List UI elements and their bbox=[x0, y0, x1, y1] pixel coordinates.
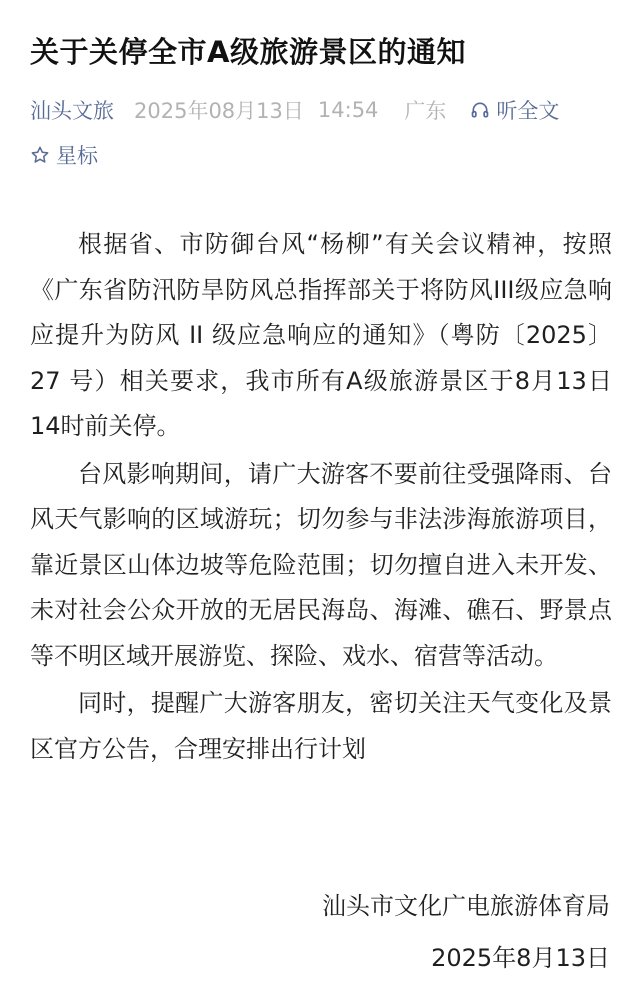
article-title: 关于关停全市A级旅游景区的通知 bbox=[30, 35, 466, 69]
publish-date: 2025年08月13日 bbox=[134, 99, 304, 123]
star-button[interactable] bbox=[30, 138, 98, 172]
article-meta bbox=[30, 92, 620, 128]
signature-date: 2025年8月13日 bbox=[431, 944, 610, 972]
publish-time: 14:54 bbox=[317, 98, 379, 122]
paragraph-2: 台风影响期间，请广大游客不要前往受强降雨、台风天气影响的区域游玩；切勿参与非法涉海旅游项目，靠近景区山体边坡等危险范围；切勿擅自进入未开发、未对社会公众开放的无居民海岛、海滩、礁石、野景点等不明区域开展游览、探险、戏水、宿营等活动。 bbox=[30, 459, 612, 670]
article-body bbox=[30, 222, 612, 774]
signature-org: 汕头市文化广电旅游体育局 bbox=[322, 892, 610, 920]
listen-full-text-button[interactable] bbox=[470, 95, 559, 125]
region-label: 广东 bbox=[404, 99, 447, 123]
listen-label: 听全文 bbox=[496, 99, 560, 123]
star-outline-icon bbox=[30, 145, 50, 165]
signature-block bbox=[322, 884, 610, 988]
account-name-link[interactable]: 汕头文旅 bbox=[30, 99, 114, 123]
paragraph-1: 根据省、市防御台风“杨柳”有关会议精神，按照《广东省防汛防旱防风总指挥部关于将防风III级应急响应提升为防风 II 级应急响应的通知》（粤防〔2025〕27 号）相关要求，我市所有A级旅游景区于8月13日14时前关停。 bbox=[30, 230, 612, 440]
star-label: 星标 bbox=[56, 144, 98, 168]
headphones-icon bbox=[470, 100, 490, 120]
paragraph-3: 同时，提醒广大游客朋友，密切关注天气变化及景区官方公告，合理安排出行计划 bbox=[30, 689, 612, 763]
